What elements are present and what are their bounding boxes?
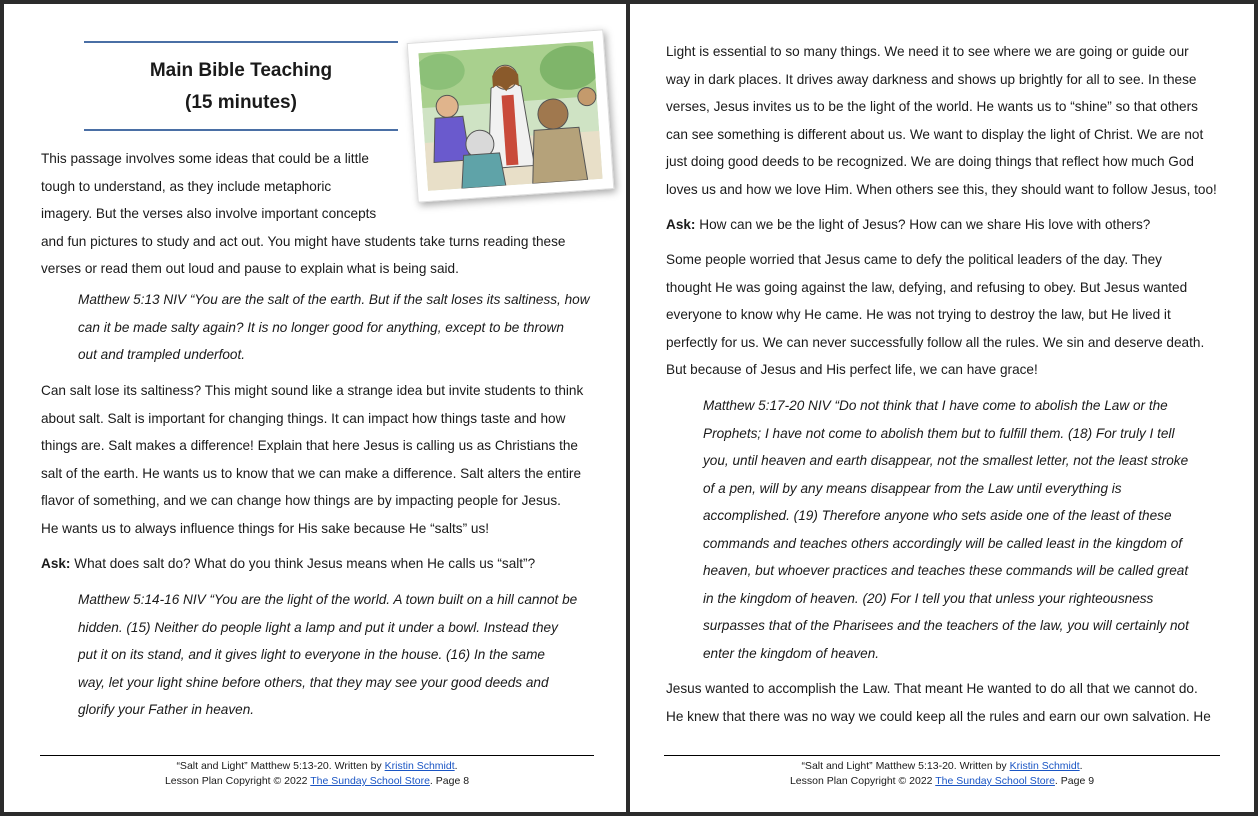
scripture-quote-line: you, until heaven and earth disappear, not the smallest letter, not the least stroke: [703, 453, 1189, 468]
footer-page-number: . Page 9: [1054, 775, 1095, 787]
scripture-quote-line: way, let your light shine before others, that they may see your good deeds and: [78, 674, 549, 690]
light-paragraph-line: can see something is different about us. We want to display the light of Christ. We are not: [666, 126, 1204, 142]
law-paragraph-line: everyone to know why He came. He was not trying to destroy the law, but He lived it: [666, 307, 1171, 322]
light-paragraph-line: just doing good deeds to be recognized. We are doing things that reflect how much God: [666, 154, 1194, 169]
section-duration: (15 minutes): [185, 92, 297, 113]
closing-paragraph-line: Jesus wanted to accomplish the Law. That meant He wanted to do all that we cannot do.: [666, 681, 1198, 696]
light-paragraph-line: loves us and how we love Him. When others see this, they should want to follow Jesus, too!: [666, 181, 1217, 197]
section-title-box: [84, 41, 398, 131]
illustration-image: [418, 41, 602, 191]
scripture-quote-line: Matthew 5:17-20 NIV “Do not think that I have come to abolish the Law or the: [703, 398, 1168, 413]
footer-copyright: Lesson Plan Copyright © 2022: [789, 775, 936, 787]
scripture-quote-line: out and trampled underfoot.: [78, 347, 246, 362]
store-link[interactable]: The Sunday School Store: [935, 775, 1055, 787]
author-link[interactable]: Kristin Schmidt: [1009, 760, 1080, 772]
scripture-quote-line: in the kingdom of heaven. (20) For I tell you that unless your righteousness: [703, 590, 1154, 606]
intro-paragraph-line: This passage involves some ideas that could be a little: [41, 151, 369, 166]
illustration-jesus-teaching: [407, 29, 615, 202]
law-paragraph-line: thought He was going against the law, defying, and refusing to obey. But Jesus wanted: [666, 279, 1188, 295]
page-footer: [664, 759, 1220, 789]
footer-period: .: [454, 760, 458, 772]
page-9: [630, 4, 1254, 812]
intro-paragraph-line: imagery. But the verses also involve important concepts: [41, 206, 377, 221]
scripture-quote-line: commands and teaches others accordingly will be called least in the kingdom of: [703, 535, 1183, 551]
scripture-quote-line: Matthew 5:13 NIV “You are the salt of the earth. But if the salt loses its saltiness, how: [78, 292, 590, 307]
scripture-quote-line: surpasses that of the Pharisees and the teachers of the law, you will certainly not: [703, 618, 1189, 633]
store-link[interactable]: The Sunday School Store: [310, 775, 430, 787]
salt-paragraph-line: Can salt lose its saltiness? This might sound like a strange idea but invite students to think: [41, 383, 584, 398]
intro-paragraph-line: verses or read them out loud and pause to explain what is being said.: [41, 261, 459, 276]
page-footer: [40, 759, 594, 789]
law-paragraph-line: But because of Jesus and His perfect life, we can have grace!: [666, 362, 1038, 377]
footer-rule: [664, 755, 1220, 756]
footer-rule: [40, 755, 594, 756]
scripture-quote-line: glorify your Father in heaven.: [78, 702, 255, 717]
law-paragraph-line: perfectly for us. We can never successfully follow all the rules. We sin and deserve death.: [666, 334, 1205, 350]
scripture-quote-line: hidden. (15) Neither do people light a lamp and put it under a bowl. Instead they: [78, 619, 558, 635]
ask-salt: [41, 550, 535, 578]
light-paragraph-line: Light is essential to so many things. We need it to see where we are going or guide our: [666, 44, 1189, 59]
ask-label: Ask:: [41, 556, 71, 571]
ask-light-text: How can we be the light of Jesus? How can we share His love with others?: [695, 217, 1151, 232]
scripture-quote-line: can it be made salty again? It is no longer good for anything, except to be thrown: [78, 319, 564, 335]
footer-credit: “Salt and Light” Matthew 5:13-20. Written by: [176, 760, 385, 772]
scripture-quote-line: accomplished. (19) Therefore anyone who sets aside one of the least of these: [703, 508, 1172, 523]
intro-paragraph-line: and fun pictures to study and act out. You might have students take turns reading these: [41, 233, 566, 249]
light-paragraph-line: way in dark places. It drives away darkness and shows up brightly for all to see. In these: [666, 71, 1197, 87]
salt-paragraph-line: things are. Salt makes a difference! Explain that here Jesus is calling us as Christians the: [41, 438, 578, 453]
author-link[interactable]: Kristin Schmidt: [384, 760, 455, 772]
scripture-quote-line: heaven, but whoever practices and teaches these commands will be called great: [703, 563, 1189, 578]
footer-credit: “Salt and Light” Matthew 5:13-20. Written by: [801, 760, 1010, 772]
salt-paragraph-line: He wants us to always influence things for His sake because He “salts” us!: [41, 520, 490, 536]
ask-salt-text: What does salt do? What do you think Jesus means when He calls us “salt”?: [70, 556, 536, 571]
salt-paragraph-line: salt of the earth. He wants us to know that we can make a difference. Salt alters the entire: [41, 465, 582, 481]
scripture-quote-line: Prophets; I have not come to abolish them but to fulfill them. (18) For truly I tell: [703, 425, 1175, 441]
intro-paragraph-line: tough to understand, as they include metaphoric: [41, 178, 332, 194]
scripture-quote-line: Matthew 5:14-16 NIV “You are the light of the world. A town built on a hill cannot be: [78, 592, 578, 607]
law-paragraph-line: Some people worried that Jesus came to defy the political leaders of the day. They: [666, 252, 1162, 267]
salt-paragraph-line: flavor of something, and we can change how things are by impacting people for Jesus.: [41, 493, 561, 508]
closing-paragraph-line: He knew that there was no way we could keep all the rules and earn our own salvation. He: [666, 708, 1211, 724]
page-8: [4, 4, 626, 812]
ask-label: Ask:: [666, 217, 696, 232]
footer-period: .: [1079, 760, 1083, 772]
scripture-quote-line: of a pen, will by any means disappear from the Law until everything is: [703, 480, 1122, 496]
footer-page-number: . Page 8: [429, 775, 470, 787]
ask-light: [666, 211, 1150, 239]
scripture-quote-line: put it on its stand, and it gives light to everyone in the house. (16) In the same: [78, 647, 545, 662]
salt-paragraph-line: about salt. Salt is important for changing things. It can impact how things taste and how: [41, 410, 566, 426]
light-paragraph-line: verses, Jesus invites us to be the light of the world. He wants us to “shine” so that others: [666, 99, 1198, 114]
footer-copyright: Lesson Plan Copyright © 2022: [164, 775, 311, 787]
section-title: Main Bible Teaching: [149, 60, 333, 81]
scripture-quote-line: enter the kingdom of heaven.: [703, 645, 880, 661]
